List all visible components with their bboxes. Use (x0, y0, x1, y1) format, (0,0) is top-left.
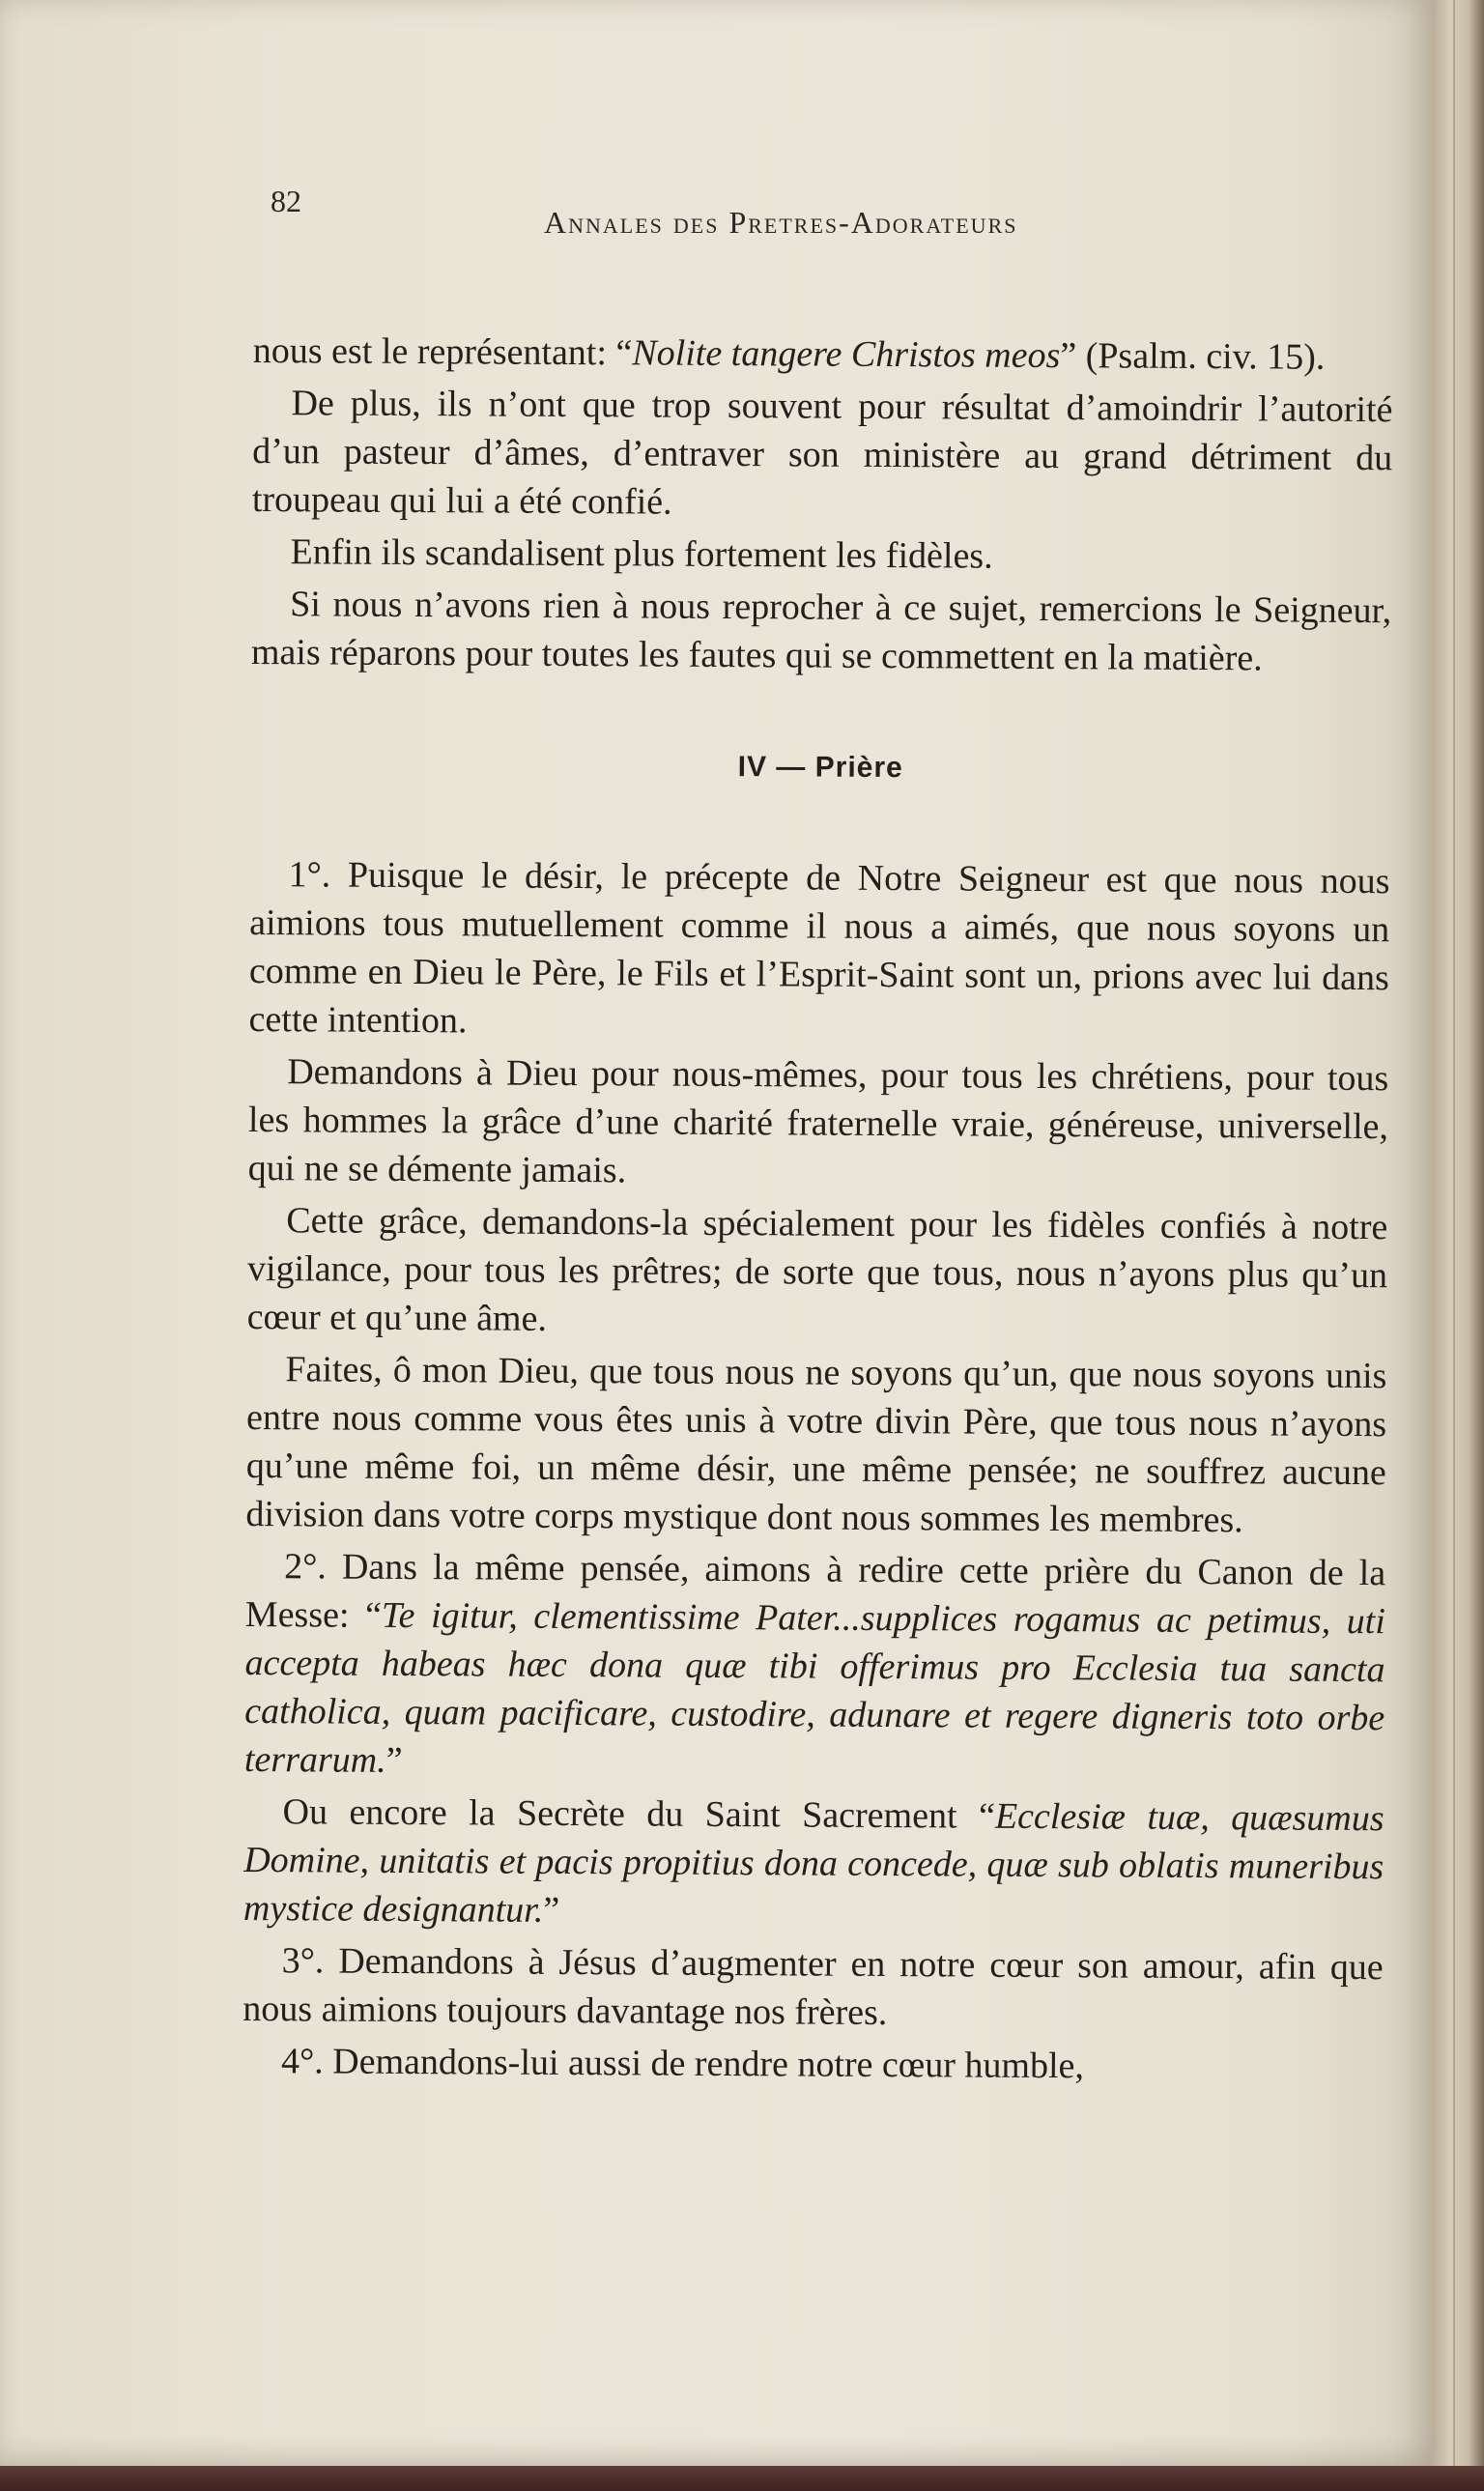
text-segment: ” (543, 1889, 560, 1931)
section-heading: IV — Prière (737, 751, 903, 785)
paragraph-secrete (243, 1788, 1384, 1939)
book-binding (0, 2466, 1484, 2491)
running-head (271, 184, 1121, 242)
paragraph-4: 4°. Demandons-lui aussi de rendre notre cœur humble, (280, 2041, 1085, 2087)
page-edge (1432, 0, 1484, 2491)
paragraph-3: 3°. Demandons à Jésus d’augmenter en notre cœur son amour, afin que nous aimions toujours davantage nos frères. (243, 1940, 1384, 2034)
paragraph-representant (253, 327, 1393, 382)
text-segment: Ou encore la Secrète du Saint Sacrement “ (282, 1791, 996, 1837)
latin-quote: Nolite tangere Christos meos (632, 332, 1061, 377)
text-segment: nous est le représentant: “ (252, 329, 633, 374)
paragraph-faites: Faites, ô mon Dieu, que tous nous ne soyons qu’un, que nous soyons unis entre nous comme vous êtes unis à votre divin Père, que tous nous n’ayons qu’une même foi, un même désir, une même pensée; ne souffrez aucune division dans votre corps mystique dont nous sommes les membres. (245, 1349, 1387, 1541)
paragraph-2 (244, 1542, 1386, 1790)
body-text (243, 327, 1393, 2096)
latin-quote: Ecclesiæ tuæ, quæsumus Domine, unitatis et pacis propitius dona concede, quæ sub oblatis muneribus mystice designantur. (243, 1795, 1384, 1931)
paragraph-cette-grace: Cette grâce, demandons-la spécialement pour les fidèles confiés à notre vigilance, pour tous les prêtres; de sorte que tous, nous n’ayons plus qu’un cœur et qu’une âme. (246, 1200, 1388, 1339)
latin-quote: Te igitur, clementissime Pater...supplices rogamus ac petimus, uti accepta habeas hæc dona quæ tibi offerimus pro Ecclesia tua sancta catholica, quam pacificare, custodire, adunare et regere digneris toto orbe terrarum. (243, 1594, 1385, 1781)
text-segment: 2°. Dans la même pensée, aimons à redire cette prière du Canon de la Messe: “ (244, 1546, 1386, 1636)
paragraph-1: 1°. Puisque le désir, le précepte de Notre Seigneur est que nous nous aimions tous mutuellement comme il nous a aimés, que nous soyons un comme en Dieu le Père, le Fils et l’Esprit-Saint sont un, prions avec lui dans cette intention. (248, 854, 1390, 1042)
text-segment: ” (Psalm. civ. 15). (1060, 335, 1326, 378)
text-segment: ” (385, 1739, 403, 1781)
journal-title: Annales des Pretres-Adorateurs (544, 205, 1018, 240)
paragraph-si-nous: Si nous n’avons rien à nous reprocher à ce sujet, remercions le Seigneur, mais réparons pour toutes les fautes qui se commettent en la matière. (250, 584, 1392, 679)
paragraph-demandons: Demandons à Dieu pour nous-mêmes, pour tous les chrétiens, pour tous les hommes la grâce d’une charité fraternelle vraie, généreuse, universelle, qui ne se démente jamais. (247, 1051, 1389, 1191)
paragraph-de-plus: De plus, ils n’ont que trop souvent pour résultat d’amoindrir l’autorité d’un pasteur d’âmes, d’entraver son ministère au grand détriment du troupeau qui lui a été confié. (251, 383, 1393, 523)
page-number: 82 (271, 184, 301, 218)
paragraph-enfin: Enfin ils scandalisent plus fortement les fidèles. (290, 531, 993, 577)
